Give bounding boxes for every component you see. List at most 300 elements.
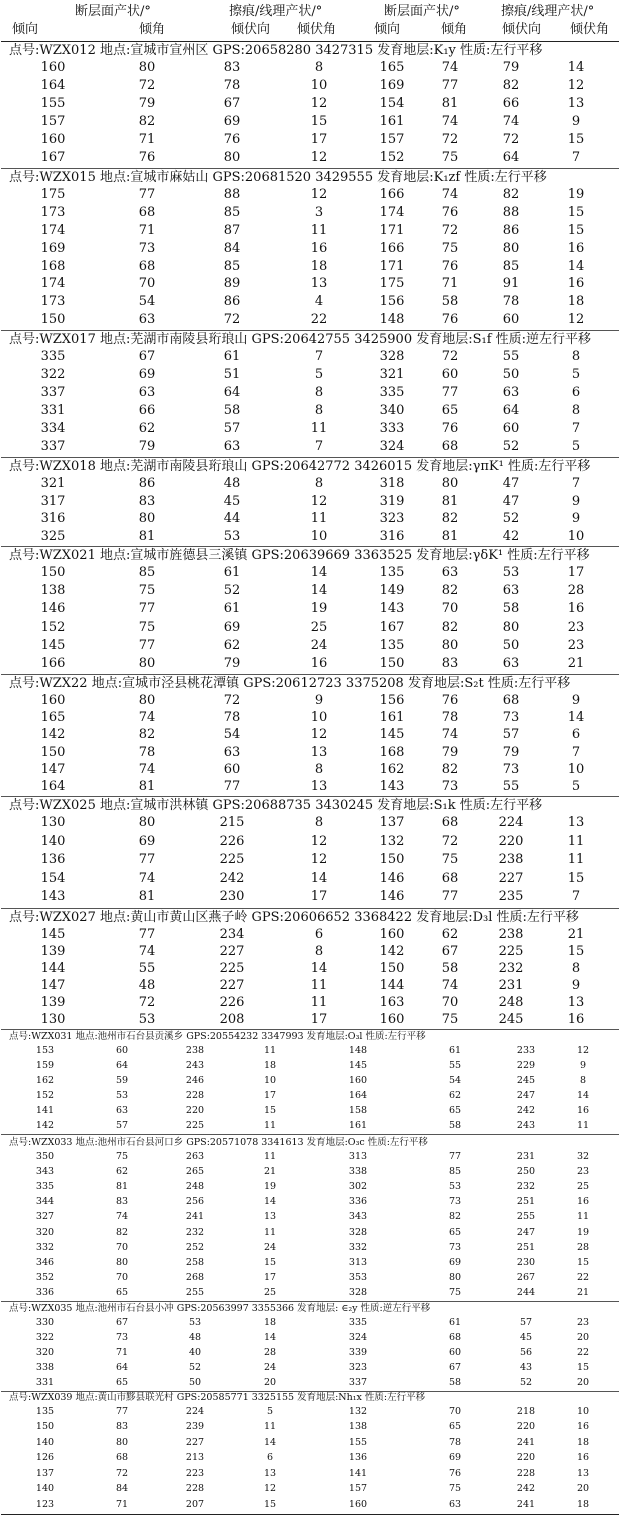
cell-plunge-direction: 89 bbox=[223, 276, 241, 292]
cell-plunge-angle-2: 15 bbox=[576, 1362, 590, 1373]
cell-dip-direction: 140 bbox=[40, 833, 66, 849]
cell-plunge-angle: 4 bbox=[314, 294, 324, 310]
cell-plunge-angle-2: 19 bbox=[576, 1226, 590, 1238]
cell-dip-angle: 63 bbox=[115, 1105, 129, 1116]
cell-dip-direction-2: 161 bbox=[379, 114, 405, 129]
cell-plunge-direction-2: 86 bbox=[502, 222, 520, 238]
cell-dip-angle-2: 61 bbox=[448, 1317, 462, 1328]
cell-dip-angle: 71 bbox=[138, 132, 156, 147]
cell-dip-direction: 168 bbox=[40, 258, 66, 274]
cell-dip-direction: 160 bbox=[40, 132, 66, 147]
cell-plunge-direction: 67 bbox=[223, 96, 241, 111]
cell-dip-angle: 75 bbox=[115, 1151, 129, 1162]
cell-dip-direction: 130 bbox=[40, 1012, 66, 1027]
cell-dip-angle: 53 bbox=[115, 1090, 129, 1101]
cell-plunge-direction-2: 53 bbox=[502, 565, 520, 580]
cell-plunge-direction: 268 bbox=[185, 1271, 205, 1283]
cell-plunge-angle: 11 bbox=[310, 421, 328, 436]
cell-dip-direction-2: 137 bbox=[379, 815, 405, 830]
cell-plunge-direction-2: 72 bbox=[502, 132, 520, 147]
cell-plunge-angle-2: 13 bbox=[576, 1467, 590, 1479]
cell-dip-angle-2: 60 bbox=[441, 367, 459, 382]
cell-dip-direction: 325 bbox=[40, 528, 66, 544]
cell-dip-direction: 155 bbox=[40, 96, 66, 111]
cell-plunge-angle: 14 bbox=[263, 1196, 277, 1208]
cell-dip-direction: 337 bbox=[40, 385, 66, 400]
cell-plunge-angle-2: 16 bbox=[576, 1105, 590, 1116]
cell-dip-angle: 71 bbox=[115, 1347, 129, 1358]
cell-plunge-direction: 239 bbox=[185, 1421, 205, 1433]
cell-dip-direction: 142 bbox=[40, 727, 66, 743]
cell-dip-direction: 146 bbox=[40, 601, 66, 617]
cell-plunge-direction: 62 bbox=[223, 637, 241, 653]
cell-plunge-angle: 13 bbox=[310, 744, 328, 760]
cell-plunge-angle: 17 bbox=[310, 132, 328, 147]
cell-dip-direction: 317 bbox=[40, 493, 66, 509]
cell-plunge-direction-2: 64 bbox=[502, 403, 520, 418]
cell-plunge-angle-2: 18 bbox=[567, 294, 585, 310]
cell-plunge-direction-2: 63 bbox=[502, 385, 520, 400]
table-row bbox=[1, 293, 619, 311]
cell-dip-direction: 167 bbox=[40, 150, 66, 165]
cell-plunge-direction: 215 bbox=[219, 815, 245, 830]
cell-plunge-direction-2: 64 bbox=[502, 150, 520, 165]
cell-plunge-direction-2: 250 bbox=[516, 1166, 536, 1178]
cell-plunge-angle: 7 bbox=[314, 349, 324, 364]
cell-plunge-angle-2: 25 bbox=[576, 1181, 590, 1193]
cell-plunge-angle: 19 bbox=[263, 1181, 277, 1193]
cell-dip-angle: 75 bbox=[138, 583, 156, 599]
cell-plunge-angle-2: 14 bbox=[576, 1090, 590, 1101]
cell-dip-direction-2: 157 bbox=[348, 1483, 368, 1495]
cell-dip-angle: 80 bbox=[115, 1256, 129, 1268]
cell-dip-direction: 150 bbox=[40, 744, 66, 760]
cell-plunge-direction-2: 52 bbox=[502, 439, 520, 454]
cell-dip-angle-2: 77 bbox=[441, 889, 459, 905]
table-row bbox=[1, 709, 619, 726]
cell-dip-angle: 64 bbox=[115, 1362, 129, 1373]
cell-dip-angle: 77 bbox=[138, 601, 156, 617]
cell-plunge-direction: 265 bbox=[185, 1166, 205, 1178]
cell-plunge-direction: 45 bbox=[223, 493, 241, 509]
cell-plunge-angle: 24 bbox=[310, 637, 328, 653]
cell-dip-angle-2: 72 bbox=[441, 833, 459, 849]
cell-dip-angle-2: 82 bbox=[441, 619, 459, 635]
cell-plunge-direction: 76 bbox=[223, 132, 241, 147]
cell-plunge-direction-2: 227 bbox=[498, 870, 524, 886]
cell-plunge-angle-2: 5 bbox=[571, 439, 581, 454]
table-row bbox=[1, 600, 619, 618]
cell-dip-direction: 331 bbox=[40, 403, 66, 418]
cell-plunge-direction: 72 bbox=[223, 312, 241, 328]
cell-plunge-angle-2: 16 bbox=[576, 1452, 590, 1464]
cell-plunge-direction-2: 58 bbox=[502, 601, 520, 617]
cell-plunge-angle: 12 bbox=[310, 96, 328, 111]
cell-dip-angle-2: 82 bbox=[448, 1211, 462, 1223]
cell-plunge-angle: 14 bbox=[310, 870, 328, 886]
cell-plunge-direction-2: 47 bbox=[502, 476, 520, 491]
cell-dip-direction-2: 144 bbox=[379, 978, 405, 993]
cell-plunge-direction: 52 bbox=[188, 1362, 202, 1373]
cell-dip-angle-2: 58 bbox=[448, 1377, 462, 1388]
cell-dip-direction: 330 bbox=[35, 1317, 55, 1328]
cell-dip-angle: 80 bbox=[138, 655, 156, 671]
table-row bbox=[1, 1375, 619, 1390]
table-row bbox=[1, 1149, 619, 1164]
table-row bbox=[1, 1194, 619, 1209]
cell-dip-angle-2: 79 bbox=[441, 744, 459, 760]
cell-dip-angle-2: 76 bbox=[441, 204, 459, 220]
cell-plunge-angle: 12 bbox=[263, 1483, 277, 1495]
cell-plunge-direction: 241 bbox=[185, 1211, 205, 1223]
cell-plunge-direction-2: 232 bbox=[516, 1181, 536, 1193]
cell-plunge-angle-2: 12 bbox=[567, 312, 585, 328]
cell-dip-angle: 79 bbox=[138, 96, 156, 111]
table-row bbox=[1, 275, 619, 293]
table-row bbox=[1, 528, 619, 546]
cell-plunge-angle-2: 7 bbox=[571, 150, 581, 165]
cell-dip-direction-2: 148 bbox=[379, 312, 405, 328]
cell-plunge-direction-2: 91 bbox=[502, 276, 520, 292]
cell-dip-angle-2: 60 bbox=[448, 1347, 462, 1358]
cell-plunge-angle: 16 bbox=[310, 655, 328, 671]
cell-plunge-direction-2: 79 bbox=[502, 60, 520, 75]
cell-dip-direction-2: 143 bbox=[379, 601, 405, 617]
cell-plunge-direction: 48 bbox=[223, 476, 241, 491]
table-row bbox=[1, 744, 619, 761]
cell-plunge-angle: 18 bbox=[263, 1317, 277, 1328]
cell-plunge-angle: 24 bbox=[263, 1241, 277, 1253]
cell-plunge-direction-2: 241 bbox=[516, 1498, 536, 1510]
table-row bbox=[1, 1088, 619, 1103]
cell-dip-angle: 48 bbox=[138, 978, 156, 993]
cell-plunge-angle-2: 21 bbox=[576, 1286, 590, 1298]
cell-plunge-angle-2: 13 bbox=[567, 995, 585, 1010]
cell-plunge-direction-2: 242 bbox=[516, 1483, 536, 1495]
cell-dip-angle-2: 65 bbox=[448, 1105, 462, 1116]
cell-dip-angle-2: 71 bbox=[441, 276, 459, 292]
cell-dip-direction-2: 149 bbox=[379, 583, 405, 599]
cell-dip-direction: 153 bbox=[35, 1045, 55, 1056]
cell-plunge-direction: 63 bbox=[223, 439, 241, 454]
table-row bbox=[1, 131, 619, 149]
cell-dip-angle: 74 bbox=[115, 1211, 129, 1223]
cell-plunge-direction: 72 bbox=[223, 693, 241, 708]
cell-dip-direction: 350 bbox=[35, 1151, 55, 1162]
cell-dip-angle-2: 67 bbox=[441, 944, 459, 959]
cell-plunge-direction: 77 bbox=[223, 778, 241, 794]
cell-dip-angle: 72 bbox=[115, 1467, 129, 1479]
table-row bbox=[1, 402, 619, 420]
cell-dip-direction: 316 bbox=[40, 511, 66, 526]
cell-plunge-direction-2: 80 bbox=[502, 619, 520, 635]
cell-dip-direction-2: 323 bbox=[379, 511, 405, 526]
cell-dip-direction: 136 bbox=[40, 852, 66, 868]
cell-plunge-direction-2: 224 bbox=[498, 815, 524, 830]
cell-plunge-direction: 60 bbox=[223, 761, 241, 777]
cell-dip-angle: 74 bbox=[138, 761, 156, 777]
table-row bbox=[1, 186, 619, 204]
cell-dip-direction: 175 bbox=[40, 187, 66, 202]
cell-dip-angle: 81 bbox=[138, 528, 156, 544]
cell-dip-direction: 160 bbox=[40, 693, 66, 708]
cell-plunge-direction: 53 bbox=[188, 1317, 202, 1328]
cell-dip-angle: 60 bbox=[115, 1045, 129, 1056]
cell-plunge-angle-2: 11 bbox=[567, 833, 585, 849]
cell-plunge-angle: 17 bbox=[310, 1012, 328, 1027]
cell-dip-angle: 63 bbox=[138, 385, 156, 400]
cell-plunge-angle-2: 13 bbox=[567, 815, 585, 830]
section-rule bbox=[1, 1134, 619, 1135]
cell-dip-direction-2: 335 bbox=[379, 385, 405, 400]
cell-dip-direction: 336 bbox=[35, 1286, 55, 1298]
cell-dip-angle-2: 74 bbox=[441, 727, 459, 743]
cell-dip-direction: 143 bbox=[40, 889, 66, 905]
cell-plunge-angle-2: 5 bbox=[571, 367, 581, 382]
cell-dip-direction-2: 328 bbox=[379, 349, 405, 364]
cell-plunge-direction-2: 79 bbox=[502, 744, 520, 760]
table-row bbox=[1, 1497, 619, 1512]
cell-plunge-direction-2: 82 bbox=[502, 78, 520, 93]
cell-plunge-direction: 61 bbox=[223, 601, 241, 617]
cell-dip-angle-2: 82 bbox=[441, 761, 459, 777]
cell-plunge-angle: 17 bbox=[310, 889, 328, 905]
cell-dip-direction: 141 bbox=[35, 1105, 55, 1116]
cell-dip-direction-2: 337 bbox=[348, 1377, 368, 1388]
section-rule bbox=[1, 168, 619, 169]
cell-plunge-direction: 61 bbox=[223, 349, 241, 364]
cell-dip-direction: 173 bbox=[40, 294, 66, 310]
cell-plunge-direction-2: 88 bbox=[502, 204, 520, 220]
cell-dip-direction-2: 160 bbox=[348, 1498, 368, 1510]
cell-dip-angle: 84 bbox=[115, 1483, 129, 1495]
cell-dip-angle: 83 bbox=[138, 493, 156, 509]
cell-plunge-direction: 63 bbox=[223, 744, 241, 760]
cell-dip-direction-2: 161 bbox=[379, 710, 405, 726]
cell-plunge-angle-2: 23 bbox=[576, 1166, 590, 1178]
cell-dip-angle-2: 74 bbox=[441, 978, 459, 993]
cell-plunge-direction-2: 231 bbox=[516, 1151, 536, 1162]
cell-dip-direction: 140 bbox=[35, 1436, 55, 1448]
cell-plunge-direction-2: 242 bbox=[516, 1105, 536, 1116]
cell-dip-direction-2: 160 bbox=[379, 927, 405, 942]
cell-dip-angle: 81 bbox=[115, 1181, 129, 1193]
table-row bbox=[1, 655, 619, 673]
cell-plunge-angle: 11 bbox=[263, 1151, 277, 1162]
cell-plunge-angle-2: 10 bbox=[567, 761, 585, 777]
cell-plunge-angle: 8 bbox=[314, 385, 324, 400]
table-row bbox=[1, 222, 619, 240]
cell-dip-direction-2: 164 bbox=[348, 1090, 368, 1101]
table-row bbox=[1, 420, 619, 438]
group-striation-2: 擦痕/线理产状/° bbox=[501, 4, 595, 19]
cell-plunge-angle-2: 9 bbox=[571, 493, 581, 509]
cell-dip-direction: 352 bbox=[35, 1271, 55, 1283]
table-row bbox=[1, 637, 619, 655]
cell-dip-angle: 80 bbox=[115, 1436, 129, 1448]
point-info: 点号:WZX039 地点:黄山市黟县联光村 GPS:20585771 3325155 发育地层:Nh₁x 性质:左行平移 bbox=[9, 1392, 426, 1403]
cell-dip-direction: 152 bbox=[35, 1090, 55, 1101]
cell-plunge-angle: 12 bbox=[310, 150, 328, 165]
cell-dip-direction-2: 150 bbox=[379, 852, 405, 868]
cell-dip-angle-2: 76 bbox=[441, 258, 459, 274]
cell-dip-angle-2: 77 bbox=[448, 1151, 462, 1162]
cell-dip-angle-2: 76 bbox=[441, 421, 459, 436]
cell-dip-angle: 79 bbox=[138, 439, 156, 454]
cell-dip-angle: 67 bbox=[138, 349, 156, 364]
cell-plunge-direction-2: 43 bbox=[519, 1362, 533, 1373]
cell-plunge-angle: 11 bbox=[263, 1421, 277, 1433]
cell-dip-angle: 65 bbox=[115, 1286, 129, 1298]
cell-plunge-direction: 224 bbox=[185, 1406, 205, 1417]
cell-dip-angle: 53 bbox=[138, 1012, 156, 1027]
cell-dip-angle: 57 bbox=[115, 1120, 129, 1131]
cell-dip-angle-2: 82 bbox=[441, 583, 459, 599]
cell-plunge-angle-2: 15 bbox=[567, 204, 585, 220]
cell-plunge-angle-2: 18 bbox=[576, 1498, 590, 1510]
cell-dip-angle: 77 bbox=[138, 852, 156, 868]
table-row bbox=[1, 1118, 619, 1133]
cell-dip-direction: 145 bbox=[40, 637, 66, 653]
cell-dip-direction: 334 bbox=[40, 421, 66, 436]
cell-dip-direction: 343 bbox=[35, 1166, 55, 1178]
cell-dip-angle-2: 78 bbox=[441, 710, 459, 726]
cell-plunge-angle-2: 15 bbox=[567, 870, 585, 886]
cell-dip-direction-2: 146 bbox=[379, 870, 405, 886]
cell-plunge-direction-2: 42 bbox=[502, 528, 520, 544]
cell-plunge-angle-2: 11 bbox=[576, 1120, 590, 1131]
cell-dip-direction: 139 bbox=[40, 944, 66, 959]
cell-plunge-angle-2: 15 bbox=[576, 1256, 590, 1268]
cell-plunge-direction: 255 bbox=[185, 1286, 205, 1298]
cell-dip-direction-2: 174 bbox=[379, 204, 405, 220]
cell-dip-angle-2: 65 bbox=[448, 1421, 462, 1433]
section-rule bbox=[1, 1029, 619, 1030]
cell-plunge-angle: 14 bbox=[263, 1332, 277, 1343]
cell-plunge-angle-2: 23 bbox=[567, 619, 585, 635]
point-info: 点号:WZX017 地点:芜湖市南陵县珩琅山 GPS:20642755 3425900 发育地层:S₁f 性质:逆左行平移 bbox=[9, 332, 592, 347]
cell-dip-angle: 64 bbox=[115, 1060, 129, 1071]
cell-plunge-direction: 234 bbox=[219, 927, 245, 942]
table-row bbox=[1, 1330, 619, 1345]
table-row bbox=[1, 833, 619, 852]
cell-dip-angle-2: 75 bbox=[448, 1483, 462, 1495]
cell-plunge-angle: 12 bbox=[310, 727, 328, 743]
cell-plunge-direction-2: 220 bbox=[516, 1421, 536, 1433]
cell-plunge-angle-2: 7 bbox=[571, 476, 581, 491]
cell-plunge-direction-2: 56 bbox=[519, 1347, 533, 1358]
table-row bbox=[1, 1179, 619, 1194]
cell-dip-angle: 59 bbox=[115, 1075, 129, 1086]
cell-dip-direction-2: 339 bbox=[348, 1347, 368, 1358]
cell-dip-angle: 80 bbox=[138, 815, 156, 830]
cell-dip-direction-2: 319 bbox=[379, 493, 405, 509]
cell-plunge-angle-2: 16 bbox=[567, 1012, 585, 1027]
cell-plunge-direction: 226 bbox=[219, 833, 245, 849]
cell-plunge-angle: 11 bbox=[263, 1226, 277, 1238]
cell-plunge-angle: 20 bbox=[263, 1377, 277, 1388]
cell-plunge-angle: 14 bbox=[310, 583, 328, 599]
cell-dip-angle: 72 bbox=[138, 995, 156, 1010]
cell-plunge-angle-2: 20 bbox=[576, 1483, 590, 1495]
cell-dip-direction-2: 302 bbox=[348, 1181, 368, 1193]
cell-plunge-angle-2: 5 bbox=[571, 778, 581, 794]
cell-plunge-angle-2: 20 bbox=[576, 1332, 590, 1343]
cell-plunge-angle: 9 bbox=[314, 693, 324, 708]
table-row bbox=[1, 888, 619, 907]
cell-plunge-angle-2: 21 bbox=[567, 655, 585, 671]
cell-plunge-direction-2: 73 bbox=[502, 710, 520, 726]
cell-plunge-direction: 238 bbox=[185, 1045, 205, 1056]
cell-dip-angle-2: 83 bbox=[441, 655, 459, 671]
cell-dip-direction-2: 324 bbox=[379, 439, 405, 454]
cell-dip-direction-2: 313 bbox=[348, 1151, 368, 1162]
cell-plunge-direction-2: 60 bbox=[502, 421, 520, 436]
cell-dip-direction: 147 bbox=[40, 761, 66, 777]
cell-dip-direction: 150 bbox=[40, 312, 66, 328]
cell-dip-angle-2: 63 bbox=[448, 1498, 462, 1510]
cell-dip-angle: 74 bbox=[138, 710, 156, 726]
cell-dip-angle: 67 bbox=[115, 1317, 129, 1328]
cell-dip-angle-2: 73 bbox=[448, 1241, 462, 1253]
cell-plunge-angle-2: 22 bbox=[576, 1347, 590, 1358]
cell-dip-direction-2: 154 bbox=[379, 96, 405, 111]
table-row bbox=[1, 475, 619, 493]
cell-dip-angle: 55 bbox=[138, 961, 156, 976]
cell-plunge-direction-2: 63 bbox=[502, 655, 520, 671]
cell-plunge-direction-2: 78 bbox=[502, 294, 520, 310]
cell-plunge-angle-2: 12 bbox=[576, 1045, 590, 1056]
cell-dip-angle: 69 bbox=[138, 833, 156, 849]
cell-dip-direction-2: 135 bbox=[379, 637, 405, 653]
cell-dip-direction-2: 321 bbox=[379, 367, 405, 382]
cell-plunge-direction: 227 bbox=[219, 978, 245, 993]
point-info: 点号:WZX021 地点:宣城市旌德县三溪镇 GPS:20639669 3363525 发育地层:γδK¹ 性质:左行平移 bbox=[9, 548, 590, 563]
cell-plunge-direction-2: 60 bbox=[502, 312, 520, 328]
cell-dip-direction-2: 175 bbox=[379, 276, 405, 292]
cell-dip-direction: 130 bbox=[40, 815, 66, 830]
cell-plunge-angle-2: 23 bbox=[576, 1317, 590, 1328]
cell-dip-direction-2: 162 bbox=[379, 761, 405, 777]
cell-dip-direction: 165 bbox=[40, 710, 66, 726]
col-dip-direction-2: 倾向 bbox=[374, 22, 401, 37]
cell-dip-direction-2: 158 bbox=[348, 1105, 368, 1116]
section-rule bbox=[1, 674, 619, 675]
cell-dip-direction-2: 156 bbox=[379, 294, 405, 310]
cell-dip-angle-2: 62 bbox=[448, 1090, 462, 1101]
cell-dip-direction-2: 146 bbox=[379, 889, 405, 905]
col-plunge-direction-2: 倾伏向 bbox=[502, 22, 542, 37]
table-row bbox=[1, 438, 619, 456]
table-row bbox=[1, 1360, 619, 1375]
cell-dip-angle: 68 bbox=[138, 204, 156, 220]
cell-plunge-direction: 83 bbox=[223, 60, 241, 75]
cell-plunge-direction: 243 bbox=[185, 1060, 205, 1071]
cell-plunge-angle-2: 15 bbox=[567, 132, 585, 147]
cell-plunge-angle-2: 15 bbox=[567, 222, 585, 238]
cell-plunge-direction: 69 bbox=[223, 114, 241, 129]
point-info: 点号:WZX035 地点:池州市石台县小冲 GPS:20563997 3355366 发育地层: ∈₂y 性质:逆左行平移 bbox=[9, 1303, 431, 1314]
cell-plunge-direction: 232 bbox=[185, 1226, 205, 1238]
cell-dip-direction-2: 132 bbox=[348, 1406, 368, 1417]
table-row bbox=[1, 814, 619, 833]
cell-dip-direction: 162 bbox=[35, 1075, 55, 1086]
cell-dip-direction: 126 bbox=[35, 1452, 55, 1464]
cell-plunge-direction-2: 73 bbox=[502, 761, 520, 777]
cell-plunge-angle: 13 bbox=[310, 276, 328, 292]
cell-plunge-angle: 11 bbox=[310, 995, 328, 1010]
cell-plunge-direction: 230 bbox=[219, 889, 245, 905]
